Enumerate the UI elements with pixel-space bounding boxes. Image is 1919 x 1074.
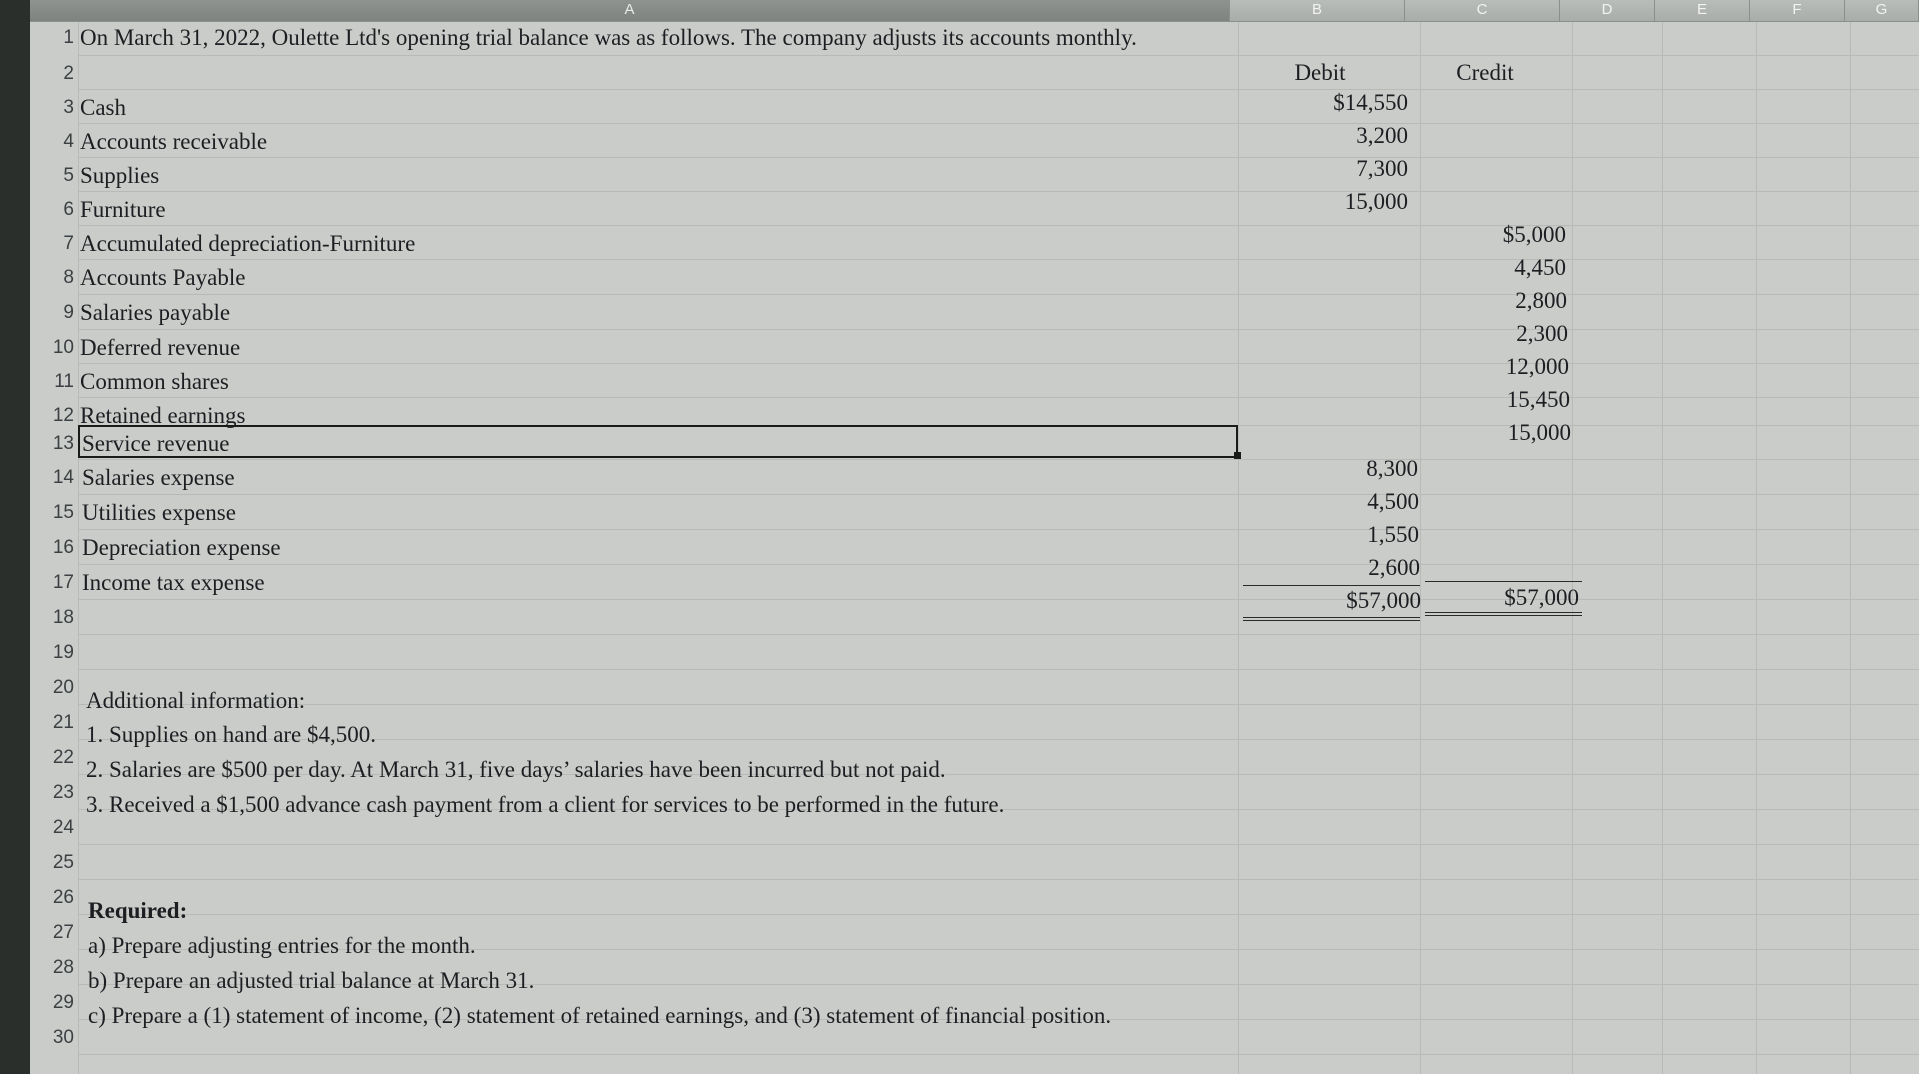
grid-line [78,879,1919,880]
fill-handle[interactable] [1234,452,1241,459]
row-number[interactable]: 23 [52,782,74,803]
column-header-f[interactable]: F [1750,0,1845,22]
row-number[interactable]: 14 [52,467,74,488]
account-name-cell[interactable]: Accounts Payable [80,265,246,290]
grid-line [78,844,1919,845]
row-number[interactable]: 19 [52,642,74,663]
row-number[interactable]: 22 [52,747,74,768]
debit-cell[interactable]: 7,300 [1356,156,1408,181]
total-underline [1243,585,1420,586]
account-name-cell[interactable]: Accumulated depreciation-Furniture [80,231,416,256]
grid-line [1662,22,1663,1074]
row-number[interactable]: 30 [52,1027,74,1048]
row-number[interactable]: 2 [63,63,74,84]
account-name-cell[interactable]: Common shares [80,369,229,394]
row-number[interactable]: 27 [52,922,74,943]
row-number[interactable]: 13 [52,433,74,454]
grid-line [78,397,1919,398]
grid-line [1756,22,1757,1074]
grid-line [1420,22,1421,1074]
grid-line [78,22,79,1074]
additional-info-item[interactable]: 3. Received a $1,500 advance cash payment from a client for services to be performed in the future. [86,792,1005,817]
account-name-cell[interactable]: Accounts receivable [80,129,268,154]
required-item[interactable]: b) Prepare an adjusted trial balance at March 31. [88,968,535,993]
account-name-cell[interactable]: Salaries payable [80,300,231,325]
row-number[interactable]: 1 [63,27,74,48]
debit-cell[interactable]: 1,550 [1367,522,1419,547]
additional-info-item[interactable]: 1. Supplies on hand are $4,500. [86,722,377,747]
additional-info-heading[interactable]: Additional information: [86,688,306,713]
row-number[interactable]: 5 [63,165,74,186]
account-name-cell[interactable]: Deferred revenue [80,335,241,360]
grid-line [78,529,1919,530]
grid-line [78,564,1919,565]
grid-line [78,363,1919,364]
credit-header[interactable]: Credit [1456,60,1514,85]
additional-info-item[interactable]: 2. Salaries are $500 per day. At March 31, five days’ salaries have been incurred but not paid. [86,757,946,782]
column-header-c[interactable]: C [1405,0,1560,22]
account-name-cell[interactable]: Service revenue [82,431,230,456]
grid-line [78,55,1919,56]
row-number[interactable]: 18 [52,607,74,628]
grid-line [78,914,1919,915]
total-underline [1425,581,1582,582]
column-header-d[interactable]: D [1560,0,1655,22]
grid-line [78,599,1919,600]
row-number[interactable]: 25 [52,852,74,873]
grid-line [78,494,1919,495]
window-edge [0,0,30,1074]
required-item[interactable]: a) Prepare adjusting entries for the month. [88,933,476,958]
row-number[interactable]: 29 [52,992,74,1013]
account-name-cell[interactable]: Depreciation expense [82,535,281,560]
debit-header[interactable]: Debit [1294,60,1346,85]
row-number[interactable]: 8 [63,267,74,288]
grid-line [1572,22,1573,1074]
grid-line [78,191,1919,192]
required-item[interactable]: c) Prepare a (1) statement of income, (2) statement of retained earnings, and (3) statement of financial position. [88,1003,1112,1028]
row-number[interactable]: 4 [63,131,74,152]
row-number[interactable]: 10 [52,337,74,358]
grid-line [78,1054,1919,1055]
total-double-underline [1425,612,1582,616]
grid-line [78,329,1919,330]
account-name-cell[interactable]: Retained earnings [80,403,246,428]
row-number[interactable]: 3 [63,97,74,118]
credit-cell[interactable]: 15,450 [1506,387,1570,412]
credit-cell[interactable]: 12,000 [1505,354,1569,379]
selected-cell-outline[interactable] [78,425,1238,458]
account-name-cell[interactable]: Salaries expense [82,465,235,490]
row-number[interactable]: 21 [52,712,74,733]
grid-line [78,157,1919,158]
account-name-cell[interactable]: Income tax expense [82,570,265,595]
column-header-e[interactable]: E [1655,0,1750,22]
grid-line [78,294,1919,295]
credit-cell[interactable]: 2,300 [1516,321,1568,346]
grid-line [78,704,1919,705]
debit-cell[interactable]: 3,200 [1356,123,1408,148]
grid-line [78,89,1919,90]
credit-cell[interactable]: 15,000 [1507,420,1571,445]
column-header-b[interactable]: B [1230,0,1405,22]
row-number[interactable]: 9 [63,302,74,323]
sheet-title-cell[interactable]: On March 31, 2022, Oulette Ltd's opening trial balance was as follows. The company adjusts its accounts monthly. [80,25,1137,50]
account-name-cell[interactable]: Utilities expense [82,500,236,525]
grid-line [78,259,1919,260]
grid-line [78,634,1919,635]
row-number[interactable]: 24 [52,817,74,838]
debit-cell[interactable]: 15,000 [1344,189,1408,214]
column-header-a[interactable]: A [30,0,1230,22]
row-number[interactable]: 12 [52,405,74,426]
account-name-cell[interactable]: Cash [80,95,126,120]
credit-cell[interactable]: 4,450 [1514,255,1566,280]
row-number[interactable]: 26 [52,887,74,908]
row-number[interactable]: 17 [52,572,74,593]
debit-total-cell[interactable]: $57,000 [1346,588,1421,613]
credit-cell[interactable]: 2,800 [1515,288,1567,313]
account-name-cell[interactable]: Supplies [80,163,160,188]
row-number[interactable]: 11 [54,371,74,392]
column-header-g[interactable]: G [1845,0,1919,22]
row-number[interactable]: 20 [52,677,74,698]
row-number[interactable]: 6 [63,199,74,220]
row-number[interactable]: 7 [63,233,74,254]
row-number[interactable]: 15 [52,502,74,523]
credit-total-cell[interactable]: $57,000 [1504,585,1579,610]
debit-cell[interactable]: $14,550 [1333,90,1408,115]
grid-line [1238,22,1239,1074]
credit-cell[interactable]: $5,000 [1502,222,1566,247]
total-double-underline [1243,617,1420,621]
row-number[interactable]: 28 [52,957,74,978]
required-heading[interactable]: Required: [88,898,188,923]
grid-line [78,123,1919,124]
debit-cell[interactable]: 4,500 [1367,489,1419,514]
debit-cell[interactable]: 8,300 [1366,456,1418,481]
grid-line [78,459,1919,460]
grid-line [78,225,1919,226]
row-number[interactable]: 16 [52,537,74,558]
grid-line [78,669,1919,670]
grid-line [1850,22,1851,1074]
account-name-cell[interactable]: Furniture [80,197,166,222]
debit-cell[interactable]: 2,600 [1368,555,1420,580]
